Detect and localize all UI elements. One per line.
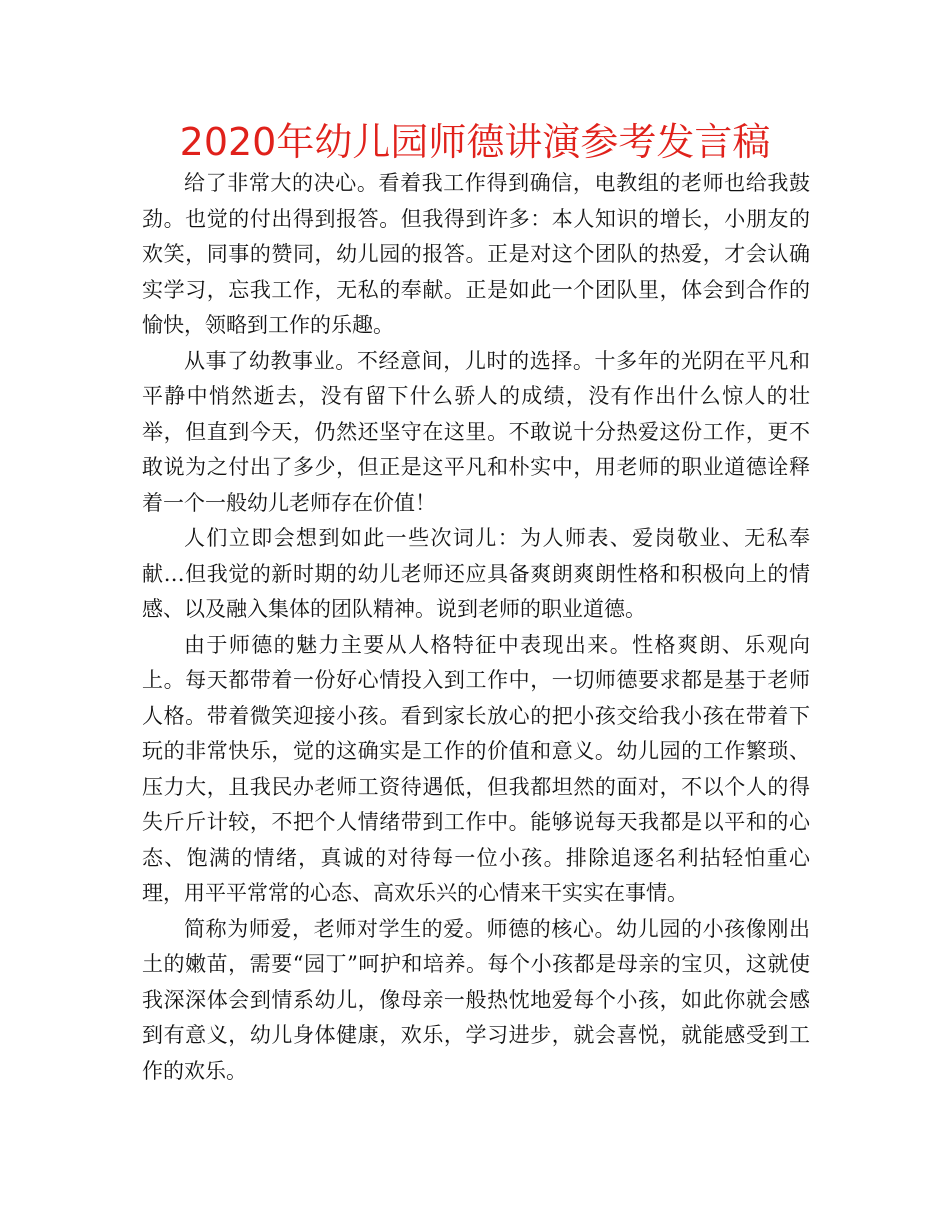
paragraph-1: 给了非常大的决心。看着我工作得到确信，电教组的老师也给我鼓劲。也觉的付出得到报答。但我得到许多：本人知识的增长，小朋友的欢笑，同事的赞同，幼儿园的报答。正是对这个团队的热爱，才会认确实学习，忘我工作，无私的奉献。正是如此一个团队里，体会到合作的愉快，领略到工作的乐趣。: [142, 171, 810, 337]
paragraph-3: 人们立即会想到如此一些次词儿：为人师表、爱岗敬业、无私奉献…但我觉的新时期的幼儿老师还应具备爽朗爽朗性格和积极向上的情感、以及融入集体的团队精神。说到老师的职业道德。: [142, 526, 810, 621]
paragraph-5: 简称为师爱，老师对学生的爱。师德的核心。幼儿园的小孩像刚出土的嫩苗，需要“园丁”呵护和培养。每个小孩都是母亲的宝贝，这就使我深深体会到情系幼儿，像母亲一般热忱地爱每个小孩，如此你就会感到有意义，幼儿身体健康，欢乐，学习进步，就会喜悦，就能感受到工作的欢乐。: [142, 916, 810, 1083]
document-body: [142, 166, 810, 1089]
paragraph-2: 从事了幼教事业。不经意间，儿时的选择。十多年的光阴在平凡和平静中悄然逝去，没有留下什么骄人的成绩，没有作出什么惊人的壮举，但直到今天，仍然还坚守在这里。不敢说十分热爱这份工作，更不敢说为之付出了多少，但正是这平凡和朴实中，用老师的职业道德诠释着一个一般幼儿老师存在价值！: [142, 348, 810, 515]
paragraph-4: 由于师德的魅力主要从人格特征中表现出来。性格爽朗、乐观向上。每天都带着一份好心情投入到工作中，一切师德要求都是基于老师人格。带着微笑迎接小孩。看到家长放心的把小孩交给我小孩在带着下玩的非常快乐，觉的这确实是工作的价值和意义。幼儿园的工作繁琐、压力大，且我民办老师工资待遇低，但我都坦然的面对，不以个人的得失斤斤计较，不把个人情绪带到工作中。能够说每天我都是以平和的心态、饱满的情绪，真诚的对待每一位小孩。排除追逐名利拈轻怕重心理，用平平常常的心态、高欢乐兴的心情来干实实在事情。: [142, 632, 810, 905]
document-title: 2020年幼儿园师德讲演参考发言稿: [179, 120, 771, 164]
